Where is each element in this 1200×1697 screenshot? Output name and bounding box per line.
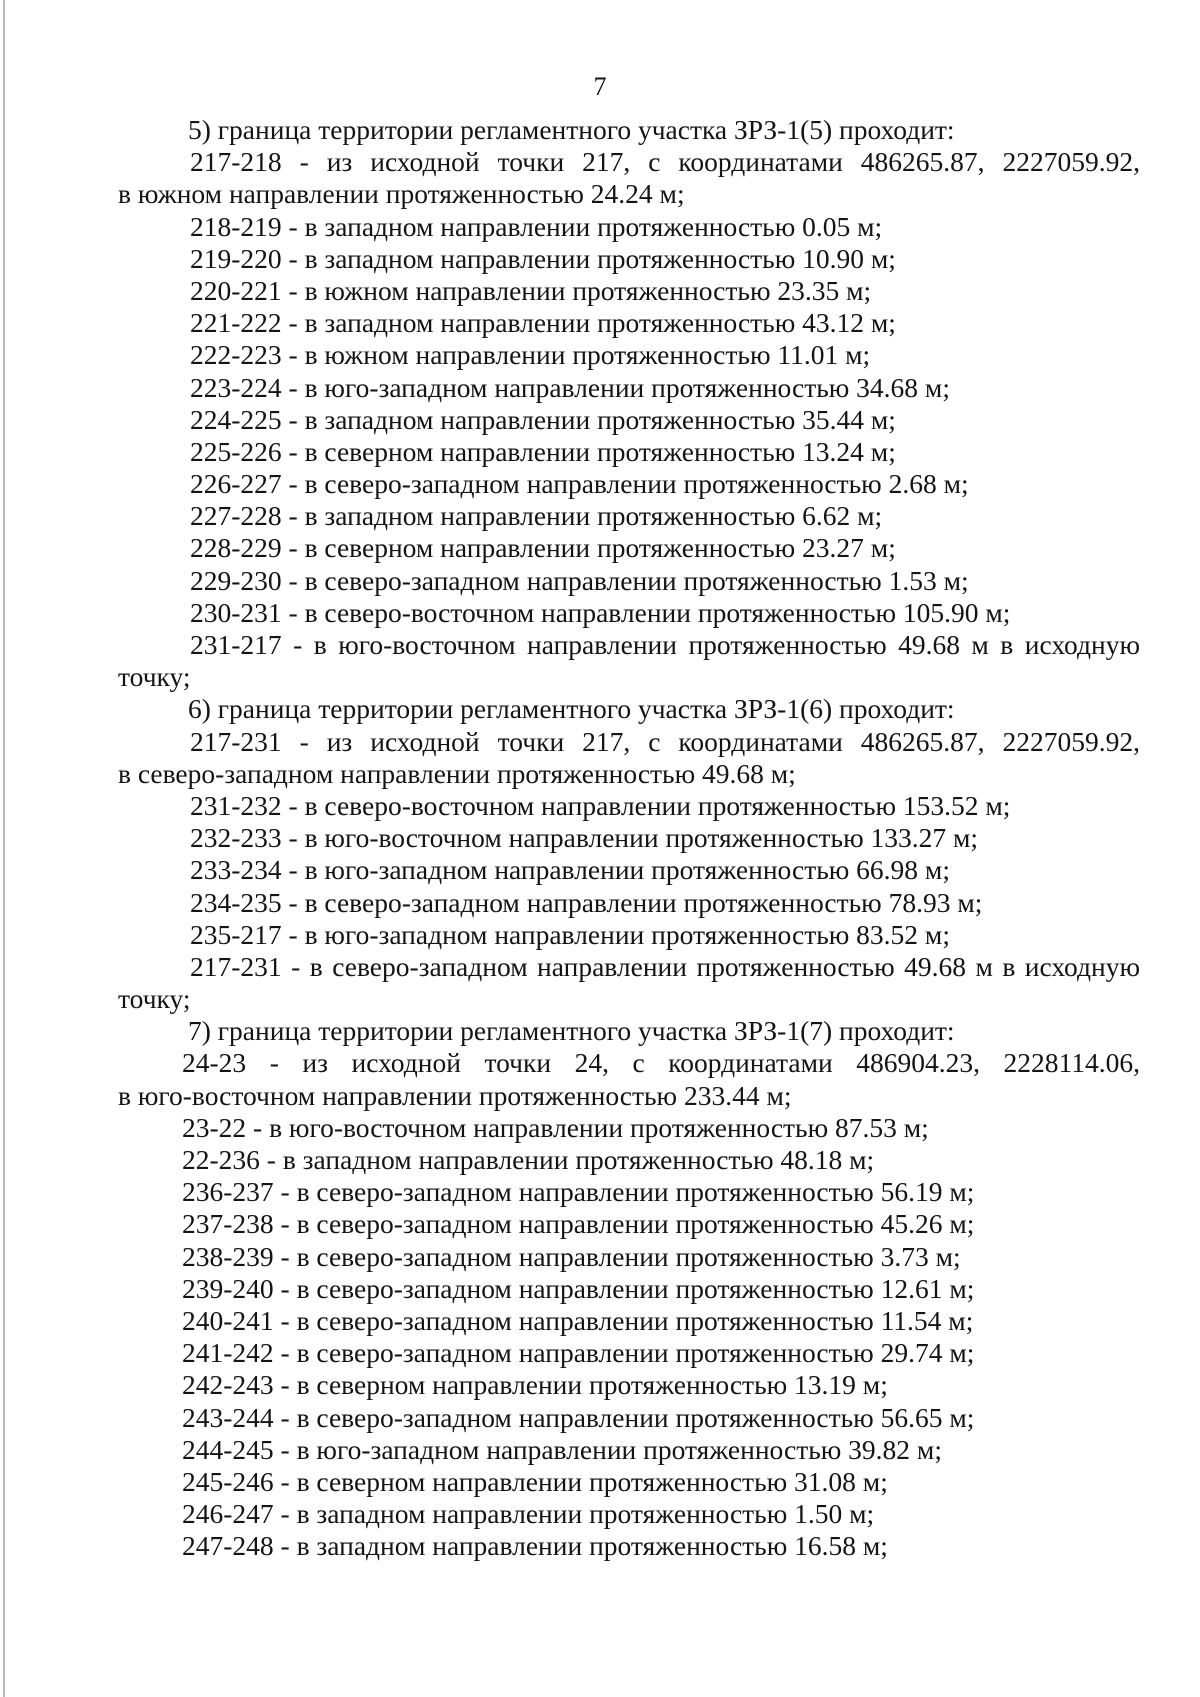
section-6-start-line: 217-231 - из исходной точки 217, с координатами 486265.87, 2227059.92,: [190, 725, 1140, 757]
boundary-segment: 227-228 - в западном направлении протяженностью 6.62 м;: [190, 500, 883, 532]
boundary-segment: 240-241 - в северо-западном направлении протяженностью 11.54 м;: [182, 1304, 974, 1336]
boundary-segment: 23-22 - в юго-восточном направлении протяженностью 87.53 м;: [182, 1111, 929, 1143]
section-7-heading: 7) граница территории регламентного участка ЗРЗ-1(7) проходит:: [188, 1015, 955, 1047]
boundary-segment: 221-222 - в западном направлении протяженностью 43.12 м;: [190, 307, 896, 339]
boundary-segment: 244-245 - в юго-западном направлении протяженностью 39.82 м;: [182, 1433, 942, 1465]
boundary-segment: 222-223 - в южном направлении протяженностью 11.01 м;: [190, 339, 871, 371]
boundary-segment: 241-242 - в северо-западном направлении протяженностью 29.74 м;: [182, 1337, 975, 1369]
boundary-segment: 236-237 - в северо-западном направлении протяженностью 56.19 м;: [182, 1176, 975, 1208]
boundary-segment: 232-233 - в юго-восточном направлении протяженностью 133.27 м;: [190, 822, 979, 854]
boundary-segment: 246-247 - в западном направлении протяженностью 1.50 м;: [182, 1498, 875, 1530]
boundary-segment: 234-235 - в северо-западном направлении протяженностью 78.93 м;: [190, 886, 983, 918]
boundary-segment: 233-234 - в юго-западном направлении протяженностью 66.98 м;: [190, 854, 950, 886]
boundary-segment: 226-227 - в северо-западном направлении протяженностью 2.68 м;: [190, 468, 969, 500]
boundary-segment: 229-230 - в северо-западном направлении протяженностью 1.53 м;: [190, 564, 969, 596]
boundary-segment: 219-220 - в западном направлении протяженностью 10.90 м;: [190, 242, 896, 274]
boundary-segment: 220-221 - в южном направлении протяженностью 23.35 м;: [190, 274, 872, 306]
scan-edge-rule: [3, 0, 5, 1697]
section-7-start-line: 24-23 - из исходной точки 24, с координатами 486904.23, 2228114.06,: [182, 1047, 1140, 1079]
section-5-start-continuation: в южном направлении протяженностью 24.24 м;: [118, 178, 685, 210]
section-6-start-continuation: в северо-западном направлении протяженностью 49.68 м;: [118, 757, 796, 789]
boundary-segment: 243-244 - в северо-западном направлении протяженностью 56.65 м;: [182, 1401, 975, 1433]
boundary-segment: 218-219 - в западном направлении протяженностью 0.05 м;: [190, 210, 883, 242]
boundary-segment: 22-236 - в западном направлении протяженностью 48.18 м;: [182, 1144, 875, 1175]
section-5-heading: 5) граница территории регламентного участка ЗРЗ-1(5) проходит:: [188, 114, 955, 145]
boundary-segment: 239-240 - в северо-западном направлении протяженностью 12.61 м;: [182, 1272, 975, 1304]
document-body: [118, 114, 1140, 1562]
page-number: 7: [593, 72, 607, 101]
section-5-closing-continuation: точку;: [118, 661, 191, 693]
section-6-heading: 6) граница территории регламентного участка ЗРЗ-1(6) проходит:: [188, 693, 955, 725]
section-5-closing-line: 231-217 - в юго-восточном направлении протяженностью 49.68 м в исходную: [190, 629, 1140, 660]
section-6-closing-line: 217-231 - в северо-западном направлении протяженностью 49.68 м в исходную: [190, 950, 1140, 982]
section-7-start-continuation: в юго-восточном направлении протяженностью 233.44 м;: [118, 1079, 792, 1111]
boundary-segment: 237-238 - в северо-западном направлении протяженностью 45.26 м;: [182, 1208, 975, 1240]
boundary-segment: 225-226 - в северном направлении протяженностью 13.24 м;: [190, 435, 896, 467]
boundary-segment: 228-229 - в северном направлении протяженностью 23.27 м;: [190, 532, 896, 564]
boundary-segment: 224-225 - в западном направлении протяженностью 35.44 м;: [190, 403, 896, 435]
boundary-segment: 245-246 - в северном направлении протяженностью 31.08 м;: [182, 1465, 888, 1497]
boundary-segment: 238-239 - в северо-западном направлении протяженностью 3.73 м;: [182, 1240, 961, 1272]
boundary-segment: 242-243 - в северном направлении протяженностью 13.19 м;: [182, 1369, 888, 1401]
boundary-segment: 235-217 - в юго-западном направлении протяженностью 83.52 м;: [190, 918, 950, 950]
boundary-segment: 223-224 - в юго-западном направлении протяженностью 34.68 м;: [190, 371, 950, 403]
boundary-segment: 231-232 - в северо-восточном направлении протяженностью 153.52 м;: [190, 789, 1011, 821]
boundary-segment: 230-231 - в северо-восточном направлении протяженностью 105.90 м;: [190, 596, 1011, 628]
boundary-segment: 247-248 - в западном направлении протяженностью 16.58 м;: [182, 1530, 888, 1562]
section-6-closing-continuation: точку;: [118, 983, 191, 1015]
section-5-start-line: 217-218 - из исходной точки 217, с координатами 486265.87, 2227059.92,: [190, 146, 1140, 178]
